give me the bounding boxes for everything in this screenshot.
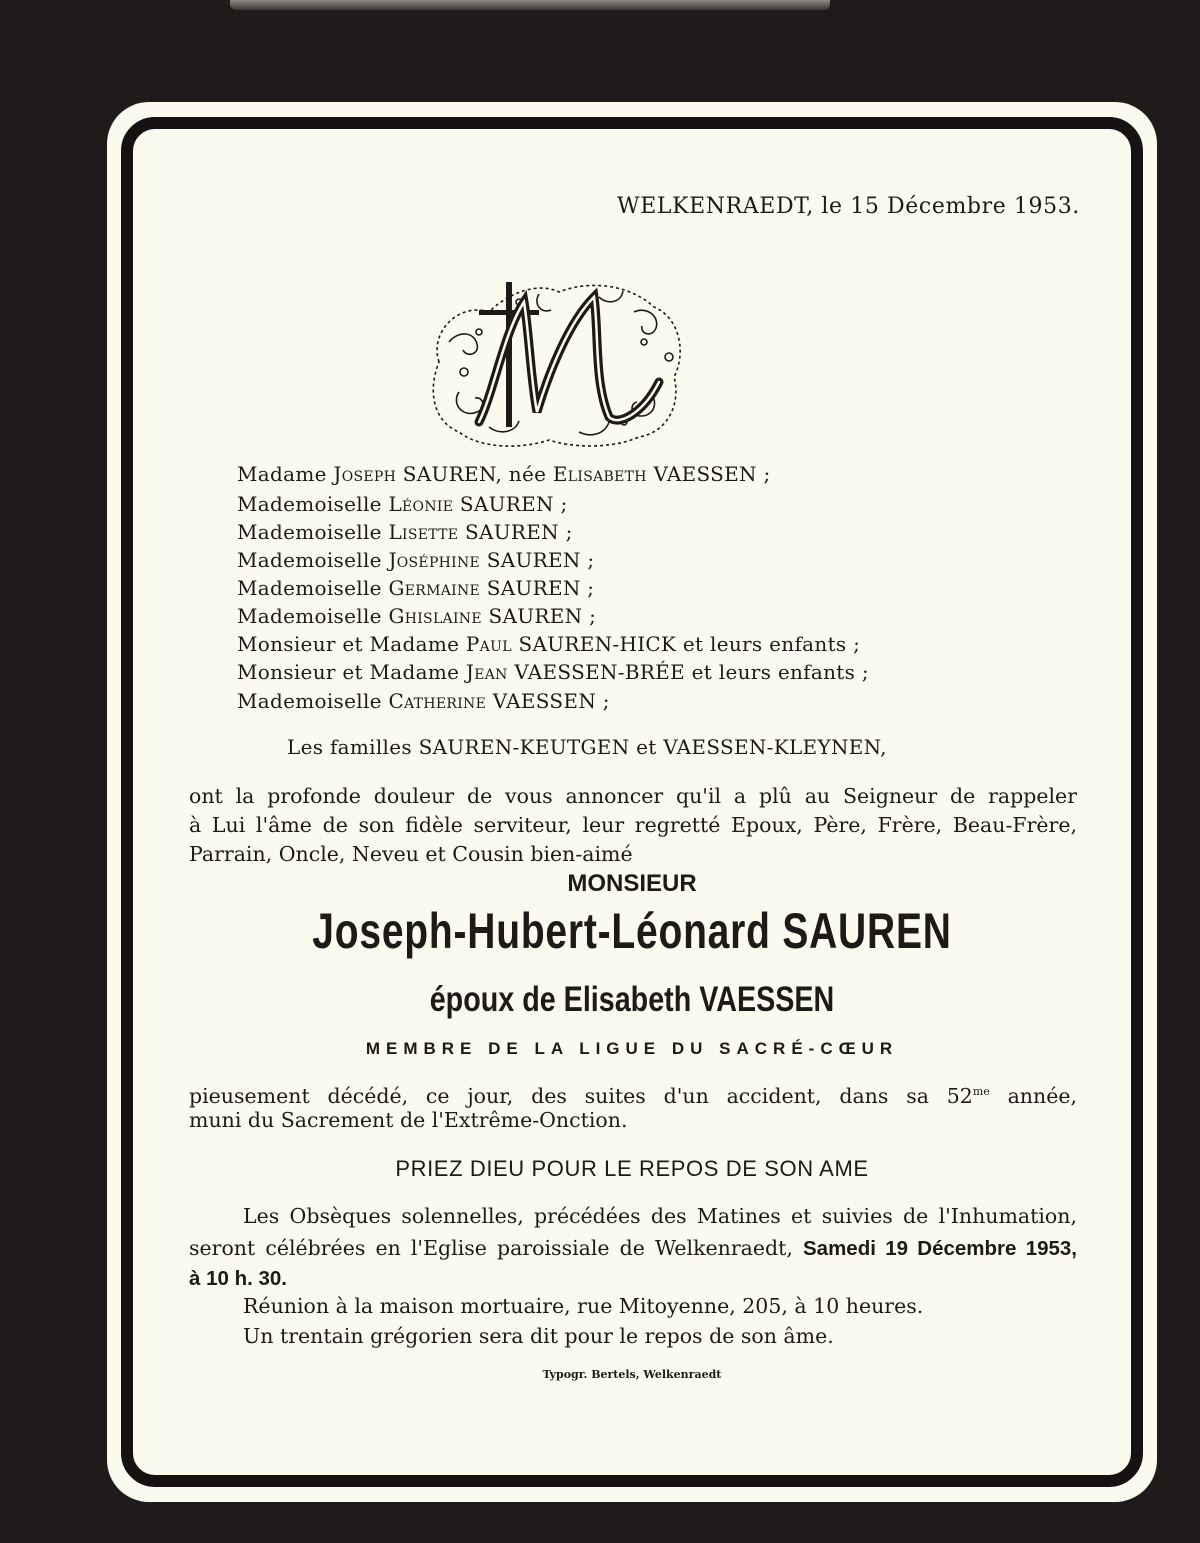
family-member-line: Mademoiselle Joséphine SAUREN ; <box>237 548 595 572</box>
family-member-line: Monsieur et Madame Paul SAUREN-HICK et leurs enfants ; <box>237 632 861 656</box>
family-member-line: Mademoiselle Germaine SAUREN ; <box>237 576 595 600</box>
funeral-line: à 10 h. 30. <box>189 1267 288 1290</box>
announcement-line: ont la profonde douleur de vous annoncer qu'il a plû au Seigneur de rappeler <box>189 784 1077 808</box>
prayer-heading: PRIEZ DIEU POUR LE REPOS DE SON AME <box>395 1156 869 1181</box>
spouse-line: époux de Elisabeth VAESSEN <box>429 980 835 1019</box>
death-line: muni du Sacrement de l'Extrême-Onction. <box>189 1108 628 1132</box>
mourning-card <box>107 102 1157 1502</box>
family-member-line: Madame Joseph SAUREN, née Elisabeth VAESSEN ; <box>237 462 771 486</box>
family-member-line: Mademoiselle Ghislaine SAUREN ; <box>237 604 597 628</box>
printer-credit: Typogr. Bertels, Welkenraedt <box>542 1368 722 1381</box>
meeting-line: Réunion à la maison mortuaire, rue Mitoyenne, 205, à 10 heures. <box>243 1294 924 1318</box>
trentain-line: Un trentain grégorien sera dit pour le repos de son âme. <box>243 1324 834 1348</box>
funeral-line: Les Obsèques solennelles, précédées des Matines et suivies de l'Inhumation, <box>243 1204 1077 1228</box>
death-line: pieusement décédé, ce jour, des suites d'un accident, dans sa $52^{me}$ année, <box>189 1083 1077 1108</box>
family-member-line: Mademoiselle Léonie SAUREN ; <box>237 492 568 516</box>
membership-line: MEMBRE DE LA LIGUE DU SACRÉ-CŒUR <box>365 1039 899 1058</box>
backing-strip <box>230 0 830 10</box>
family-member-line: Monsieur et Madame Jean VAESSEN-BRÉE et leurs enfants ; <box>237 660 869 684</box>
announcement-line: à Lui l'âme de son fidèle serviteur, leur regretté Epoux, Père, Frère, Beau-Frère, <box>189 813 1077 837</box>
announcement-line: Parrain, Oncle, Neveu et Cousin bien-aimé <box>189 842 633 866</box>
family-member-line: Mademoiselle Lisette SAUREN ; <box>237 520 573 544</box>
family-member-line: Mademoiselle Catherine VAESSEN ; <box>237 689 610 713</box>
card-content <box>107 102 1157 1502</box>
families-line: Les familles SAUREN-KEUTGEN et VAESSEN-KLEYNEN, <box>287 735 887 759</box>
deceased-name: Joseph-Hubert-Léonard SAUREN <box>312 903 952 959</box>
dateline: WELKENRAEDT, le 15 Décembre 1953. <box>617 194 1080 219</box>
funeral-line: seront célébrées en l'Eglise paroissiale de Welkenraedt, Samedi 19 Décembre 1953, <box>189 1236 1077 1260</box>
cross-and-m-monogram-icon <box>419 272 689 452</box>
honorific: MONSIEUR <box>567 870 697 897</box>
